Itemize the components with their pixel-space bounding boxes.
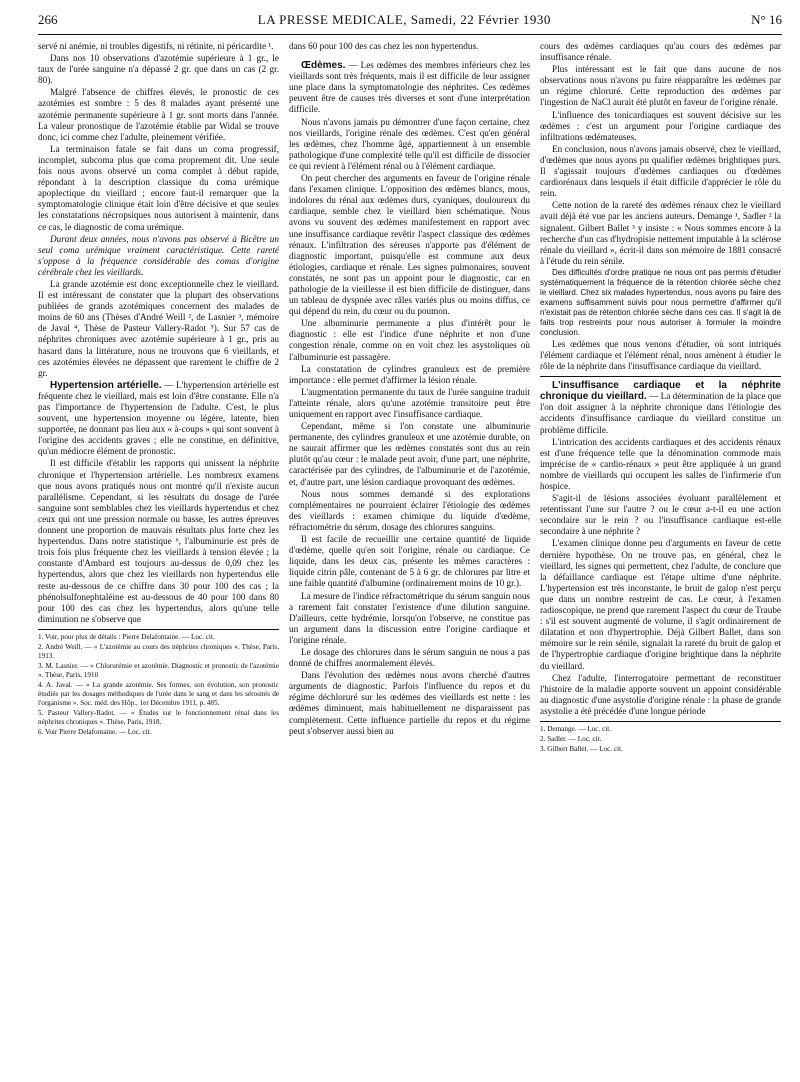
paragraph: Nous n'avons jamais pu démontrer d'une façon certaine, chez nos vieillards, l'origine rénale des œdèmes. C'est qu'en général les œdèmes, chez l'homme âgé, appartiennent à un ensemble pathologique d'une complexité telle qu'il est difficile de dissocier ce qui revient à l'élément rénal ou à l'élément cardiaque. [289,116,530,171]
paragraph: Malgré l'absence de chiffres élevés, le pronostic de ces azotémies est sombre : 5 des 8 malades ayant présenté une azotémie permanente supérieure à 1 gr. sont morts dans l'année. La valeur pronostique de l'azotémie établie par Widal se trouve donc, ici comme chez l'adulte, pleinement vérifiée. [38,87,279,142]
section-paragraph [540,380,781,435]
paragraph: L'augmentation permanente du taux de l'urée sanguine traduit l'atteinte rénale, alors qu'une azotémie transitoire peut être uniquement en rapport avec l'insuffisance cardiaque. [289,386,530,419]
paragraph: En conclusion, nous n'avons jamais observé, chez le vieillard, d'œdèmes que nous ayons pu qualifier œdèmes brightiques purs. Il s'agissait toujours d'œdèmes cardiaques ou d'œdèmes cardiorénaux dans lesquels il était difficile d'apprécier le rôle du rein. [540,143,781,199]
paragraph: Nous nous sommes demandé si des explorations complémentaires ne pourraient éclairer l'étiologie des œdèmes des vieillards : examen chimique du liquide d'œdème, réfractométrie du sérum, dosage des chlorures sanguins. [289,488,530,532]
column-2 [289,41,530,755]
section-title: Hypertension artérielle. [50,379,162,391]
footnotes [540,721,781,754]
footnote: 1. Demange. — Loc. cit. [540,724,612,733]
paragraph: servé ni anémie, ni troubles digestifs, ni rétinite, ni péricardite ¹. [38,41,274,51]
paragraph: Durant deux années, nous n'avons pas observé à Bicêtre un seul coma urémique vraiment caractéristique. Cette rareté s'oppose à la fréquence considérable des comas d'origine cérébrale chez les vieillards. [38,233,279,277]
paragraph: Chez l'adulte, l'interrogatoire permettant de reconstituer l'histoire de la maladie apporte souvent un appoint considérable au diagnostic d'une asystolie d'origine rénale : la phase de grande asystolie a été précédée d'une longue période [540,672,781,716]
section-title: Œdèmes. [301,60,346,72]
footnote: 6. Voir Pierre Delafontaine. — Loc. cit. [38,727,152,736]
journal-title: LA PRESSE MEDICALE, Samedi, 22 Février 1930 [257,12,551,27]
paragraph: Il est facile de recueillir une certaine quantité de liquide d'œdème, quelle qu'en soit l'origine, rénale ou cardiaque. Ce liquide, dans les deux cas, présente les mêmes caractères : liquide citrin pâle, contenant de 5 à 6 gr. de chlorures par litre et une faible quantité d'albumine (ordinairement moins de 10 gr.). [289,534,530,589]
paragraph: La terminaison fatale se fait dans un coma progressif, incomplet, subcoma plus que coma proprement dit. Une seule fois nous avons observé un coma complet à début rapide, répondant à la description classique du coma urémique apoplectique du vieillard ; encore faut-il remarquer que la symptomatologie clinique était loin d'être décisive et que seules les constatations nécropsiques nous autorisent à maintenir, dans ce cas, le diagnostic de coma urémique. [38,143,279,232]
footnote: 3. M. Lasnier. — « Chlorurémie et azotémie. Diagnostic et pronostic de l'azotémie ». Thèse, Paris, 1910 [38,661,279,679]
paragraph: La grande azotémie est donc exceptionnelle chez le vieillard. Il est intéressant de constater que la plupart des observations publiées de grands azotémiques concernent des malades de moins de 60 ans (Thèses d'André Weill ², de Lasnier ³, mémoire de Javal ⁴, Thèse de Pasteur Vallery-Radot ⁵). Sur 57 cas de néphrites chroniques avec azotémie supérieure à 1 gr., pris au hasard dans la littérature, nous ne trouvons que 6 vieillards, et ces azotémies élevées ne dépassent que rarement le chiffre de 2 gr. [38,278,279,378]
column-1 [38,41,279,755]
section-paragraph [289,60,530,115]
section-paragraph [38,380,279,458]
column-3 [540,41,781,755]
paragraph: Le dosage des chlorures dans le sérum sanguin ne nous a pas donné de chiffres anormalement élevés. [289,646,530,669]
footnote: 2. Sadler. — Loc. cit. [540,734,602,743]
paragraph: Dans l'évolution des œdèmes nous avons cherché d'autres arguments de diagnostic. Parfois l'influence du repos et du régime déchloruré sur les œdèmes des vieillards est nette : les œdèmes diminuent, mais habituellement ne disparaissent pas complètement. Cette influence partielle du repos et du régime peut s'observer aussi bien au [289,670,530,736]
paragraph: La constatation de cylindres granuleux est de première importance : elle permet d'affirmer la lésion rénale. [289,363,530,385]
section-title: L'insuffisance cardiaque et la néphrite chronique du vieillard. [540,380,781,403]
page-header [38,12,782,35]
footnote: 5. Pasteur Vallery-Radot. — « Études sur le fonctionnement rénal dans les néphrites chroniques ». Thèse, Paris, 1918. [38,708,279,726]
section-text: — La détermination de la place que l'on doit assigner à la néphrite chronique dans l'étiologie des accidents d'insuffisance cardiaque du vieillard constitue un problème difficile. [540,391,782,435]
paragraph: cours des œdèmes cardiaques qu'au cours des œdèmes par insuffisance rénale. [540,41,781,63]
paragraph: Dans nos 10 observations d'azotémie supérieure à 1 gr., le taux de l'urée sanguine n'a dépassé 2 gr. que dans un cas (2 gr. 80). [38,53,279,86]
section-divider [540,376,781,377]
paragraph: La mesure de l'indice réfractométrique du sérum sanguin nous a rarement fait constater l'existence d'une dilution sanguine. D'ailleurs, cette hydrémie, lorsqu'on l'observe, ne constitue pas un argument dans la discussion entre l'origine cardiaque et l'origine rénale. [289,590,530,645]
footnotes [38,629,279,737]
footnote: 4. A. Javal. — « La grande azotémie. Ses formes, son évolution, son pronostic étudiés par les dosages méthodiques de l'urée dans le sang et dans les sérosités de l'organisme ». Soc. méd. des Hôp., 1er Décembre 1911, p. 485. [38,680,279,707]
issue-number: N° 16 [751,12,782,27]
paragraph: Les œdèmes que nous venons d'étudier, où sont intriqués l'élément cardiaque et l'élément rénal, nous amènent à étudier le rôle de la néphrite dans l'insuffisance cardiaque du vieillard. [540,338,781,372]
paragraph: Cette notion de la rareté des œdèmes rénaux chez le vieillard avait déjà été vue par les anciens auteurs. Demange ¹, Sadler ² la signalent. Gilbert Ballet ³ y insiste : « Nous sommes encore à la recherche d'un cas d'hydropisie nettement imputable à la sclérose rénale du vieillard », écrit-il dans son mémoire de 1881 consacré à l'étude du rein sénile. [540,200,781,266]
footnote: 2. André Weill. — « L'azotémie au cours des néphrites chroniques ». Thèse, Paris, 1913. [38,642,279,660]
paragraph: Il est difficile d'établir les rapports qui unissent la néphrite chronique et l'hypertension artérielle. Les nombreux examens que nous avons pratiqués nous ont montré qu'il n'existe aucun parallélisme. Cependant, si les résultats du dosage de l'urée sanguine sont semblables chez les vieillards hypertendus et chez ceux qui ont une pression normale ou basse, les autres épreuves donnent une proportion de mauvais résultats plus forte chez les hypertendus. Dans notre statistique ⁶, l'albuminurie est près de trois fois plus fréquente chez les vieillards à tension élevée ; la constante d'Ambard est toujours au-dessus de 0,09 chez les hypertendus, alors que chez les vieillards non hypertendus elle reste au-dessous de ce chiffre dans 30 pour 100 des cas ; la phénolsulfonephtaléine est au-dessous de 40 pour 100 dans 80 pour 100 des cas chez les hypertendus, alors qu'une telle diminution ne s'observe que [38,458,279,624]
paragraph: Plus intéressant est le fait que dans aucune de nos observations nous n'avons pu faire réapparaître les œdèmes par un régime chloruré. Cette reproduction des œdèmes par l'ingestion de NaCl aurait été plutôt en faveur de l'origine rénale. [540,64,781,108]
paragraph: Une albuminurie permanente a plus d'intérêt pour le diagnostic : elle est l'indice d'une néphrite et non d'une congestion rénale, comme on en voit chez les asystoliques où l'albuminurie est passagère. [289,318,530,362]
page-number: 266 [38,12,58,27]
paragraph: L'examen clinique donne peu d'arguments en faveur de cette dernière hypothèse. On ne trouve pas, en général, chez le vieillard, les signes qui permettent, chez l'adulte, de conclure que la défaillance cardiaque est l'étape ultime d'une néphrite. L'hypertension est très inconstante, le bruit de galop n'est perçu que dans un nombre restreint de cas. Le cœur, à l'examen radioscopique, ne prend que rarement l'aspect du cœur de Traube : s'il est souvent augmenté de volume, il s'agit ordinairement de dilatation et non d'hypertrophie. Déjà Gilbert Ballet, dans son mémoire sur le rein sénile, signalait la rareté du bruit de galop et de l'hypertrophie cardiaque d'origine brightique dans la néphrite du vieillard. [540,538,781,671]
paragraph: On peut chercher des arguments en faveur de l'origine rénale dans l'examen clinique. L'opposition des œdèmes blancs, mous, indolores du rénal aux œdèmes durs, cyaniques, douloureux du cardiaque, semble chez le vieillard bien schématique. Nous avons vu souvent des œdèmes manifestement en rapport avec une insuffisance cardiaque revêtir l'aspect classique des œdèmes rénaux. L'infiltration des séreuses n'apporte pas d'élément de diagnostic important, puisqu'elle est commune aux deux étiologies, cardiaque et rénale. Les signes pulmonaires, souvent constatés, ne sont pas un appoint pour le diagnostic, car en pathologie de la vieillesse il est bien difficile de distinguer, dans un tableau de dyspnée avec râles variés plus ou moins diffus, ce qui dépend du rein, du cœur ou du poumon. [289,173,530,317]
paragraph: L'influence des tonicardiaques est souvent décisive sur les œdèmes : c'est un argument pour l'origine cardiaque des infiltrations œdémateuses. [540,109,781,142]
text-columns [38,41,782,755]
paragraph: S'agit-il de lésions associées évoluant parallèlement et retentissant l'une sur l'autre ? ou le cœur a-t-il eu une action secondaire sur le rein ? ou l'insuffisance cardiaque est-elle secondaire à une néphrite ? [540,493,781,537]
paragraph-small: Des difficultés d'ordre pratique ne nous ont pas permis d'étudier systématiquement la fréquence de la rétention chlorée sèche chez le vieillard. Chez six malades hypertendus, nous avons pu faire des examens suffisamment suivis pour nous permettre d'affirmer qu'il n'existait pas de rétention chlorée sèche dans ces cas. Il s'agit là de faits trop restreints pour nous autoriser à formuler la moindre conclusion. [540,267,781,337]
paragraph: dans 60 pour 100 des cas chez les non hypertendus. [289,41,479,51]
section-text: — L'hypertension artérielle est fréquente chez le vieillard, mais est loin d'être constante. Elle n'a pas l'importance de l'hypertension de l'adulte. C'est, le plus souvent, une hypertension moyenne ou légère, latente, bien supportée, ne donnant pas lieu aux « à-coups » qui sont souvent à l'origine des accidents graves ; elle ne constitue, en définitive, qu'un médiocre élément de pronostic. [38,379,279,457]
paragraph: L'intrication des accidents cardiaques et des accidents rénaux est d'une fréquence telle que la dénomination commode mais imprécise de « cardio-rénaux » peut être appliquée à un grand nombre de vieillards qui occupent les salles de l'infirmerie d'un hospice. [540,436,781,491]
section-text: — Les œdèmes des membres inférieurs chez les vieillards sont très fréquents, mais il est difficile de leur assigner une place dans la symptomatologie des néphrites. Ces œdèmes peuvent être de causes très diverses et sont d'une interprétation difficile. [289,60,530,115]
footnote: 3. Gilbert Ballet. — Loc. cit. [540,744,623,753]
footnote: 1. Voir, pour plus de détails : Pierre Delafontaine. — Loc. cit. [38,632,215,641]
paragraph: Cependant, même si l'on constate une albuminurie permanente, des cylindres granuleux et une azotémie durable, on ne saurait affirmer que les œdèmes constatés sont dus au rein plutôt qu'au cœur : le malade peut avoir, d'une part, une néphrite, caractérisée par des cylindres, de l'albuminurie et de l'azotémie, et, d'autre part, une lésion cardiaque provoquant des œdèmes. [289,421,530,487]
